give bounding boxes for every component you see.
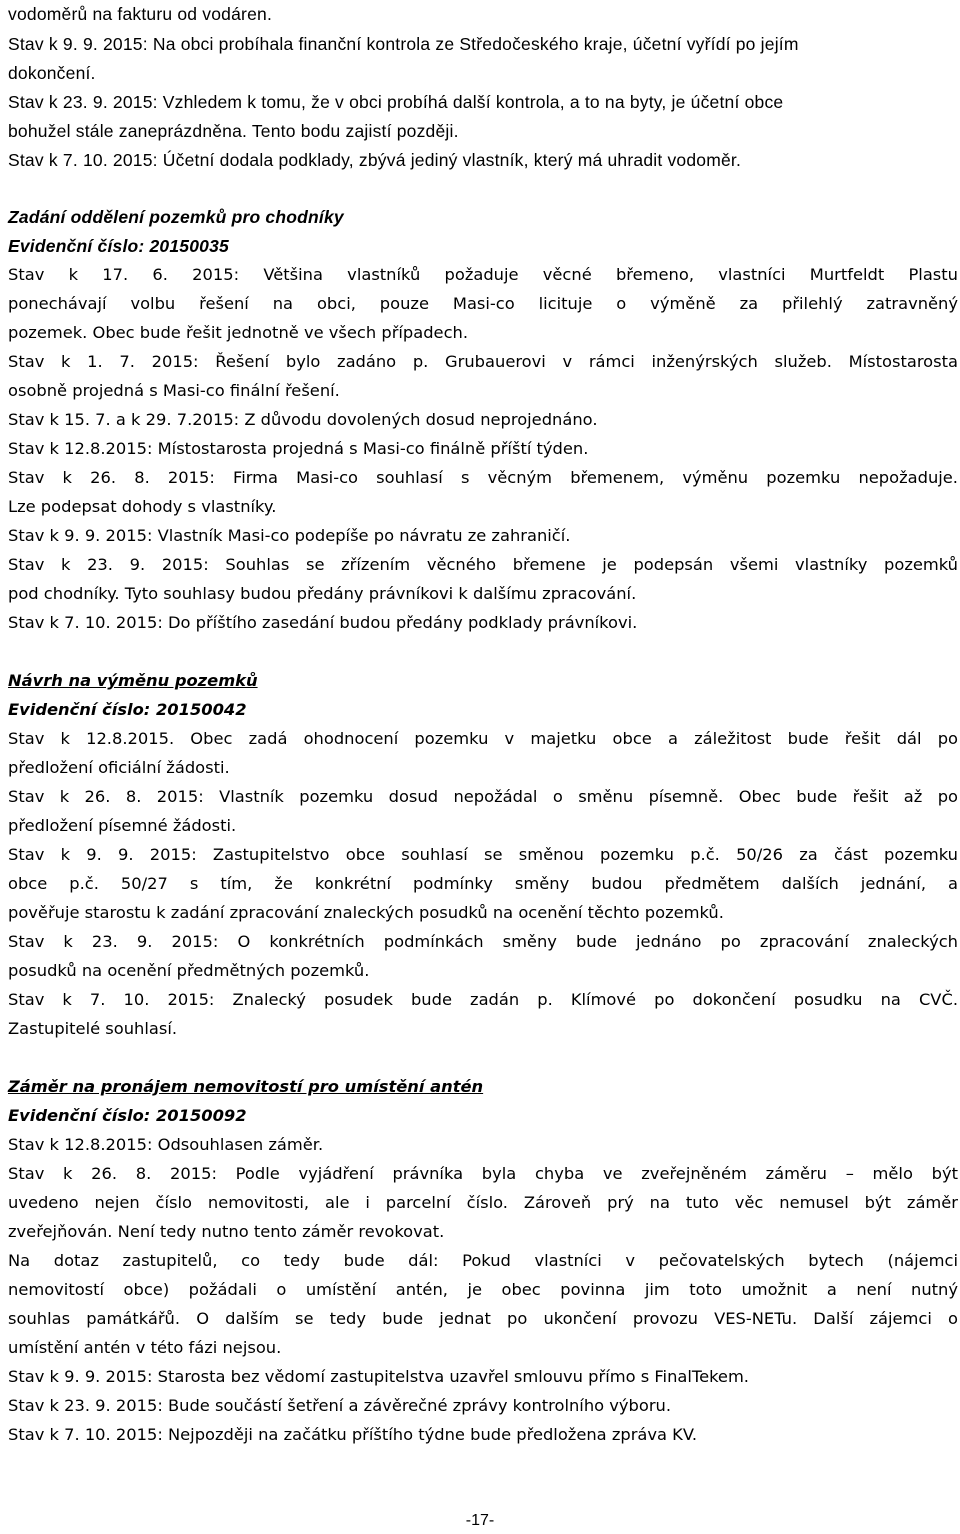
intro-line: Stav k 9. 9. 2015: Na obci probíhala finanční kontrola ze Středočeského kraje, účetní vyřídí po jejím <box>8 34 799 54</box>
status-line: Stav k 9. 9. 2015: Zastupitelstvo obce souhlasí se směnou pozemku p.č. 50/26 za část pozemku <box>8 845 958 864</box>
status-line: ponechávají volbu řešení na obci, pouze Masi-co licituje o výměně za přilehlý zatravněný <box>8 294 958 313</box>
status-line: Stav k 9. 9. 2015: Vlastník Masi-co podepíše po návratu ze zahraničí. <box>8 526 571 545</box>
status-line: Stav k 12.8.2015. Obec zadá ohodnocení pozemku v majetku obce a záležitost bude řešit dál po <box>8 729 958 748</box>
status-line: Stav k 17. 6. 2015: Většina vlastníků požaduje věcné břemeno, vlastníci Murtfeldt Plastu <box>8 265 958 284</box>
intro-line: Stav k 7. 10. 2015: Účetní dodala podklady, zbývá jediný vlastník, který má uhradit vodoměr. <box>8 150 742 170</box>
evidence-number: Evidenční číslo: 20150042 <box>8 700 247 719</box>
section-title: Záměr na pronájem nemovitostí pro umístění antén <box>8 1077 484 1096</box>
section-title: Zadání oddělení pozemků pro chodníky <box>8 207 344 227</box>
intro-line: Stav k 23. 9. 2015: Vzhledem k tomu, že v obci probíhá další kontrola, a to na byty, je účetní obce <box>8 92 784 112</box>
evidence-number: Evidenční číslo: 20150092 <box>8 1106 247 1125</box>
section-title: Návrh na výměnu pozemků <box>8 671 258 690</box>
status-line: Stav k 26. 8. 2015: Podle vyjádření právníka byla chyba ve zveřejněném záměru – mělo být <box>8 1164 958 1183</box>
status-line: Stav k 7. 10. 2015: Znalecký posudek bude zadán p. Klímové po dokončení posudku na CVČ. <box>8 990 958 1009</box>
status-line: Stav k 12.8.2015: Místostarosta projedná s Masi-co finálně příští týden. <box>8 439 589 458</box>
status-line: uvedeno nejen číslo nemovitosti, ale i parcelní číslo. Zároveň prý na tuto věc nemusel být záměr <box>8 1193 958 1212</box>
status-line: Stav k 9. 9. 2015: Starosta bez vědomí zastupitelstva uzavřel smlouvu přímo s FinalTekem. <box>8 1367 749 1386</box>
page-number: -17- <box>465 1512 495 1529</box>
status-line: pod chodníky. Tyto souhlasy budou předány právníkovi k dalšímu zpracování. <box>8 584 637 603</box>
status-line: pozemek. Obec bude řešit jednotně ve všech případech. <box>8 323 469 342</box>
status-line: předložení oficiální žádosti. <box>8 758 230 777</box>
status-line: obce p.č. 50/27 s tím, že konkrétní podmínky směny budou předmětem dalších jednání, a <box>8 874 958 893</box>
status-line: Stav k 26. 8. 2015: Vlastník pozemku dosud nepožádal o směnu písemně. Obec bude řešit až po <box>8 787 958 806</box>
evidence-number: Evidenční číslo: 20150035 <box>8 236 229 256</box>
status-line: Zastupitelé souhlasí. <box>8 1019 178 1038</box>
status-line: souhlas památkářů. O dalším se tedy bude jednat po ukončení provozu VES-NETu. Další zájemci o <box>8 1309 958 1328</box>
status-line: nemovitostí obce) požádali o umístění antén, je obec povinna jim toto umožnit a není nutný <box>8 1280 958 1299</box>
status-line: umístění antén v této fázi nejsou. <box>8 1338 282 1357</box>
status-line: Stav k 23. 9. 2015: Souhlas se zřízením věcného břemene je podepsán všemi vlastníky pozemků <box>8 555 958 574</box>
status-line: osobně projedná s Masi-co finální řešení. <box>8 381 340 400</box>
status-line: Stav k 15. 7. a k 29. 7.2015: Z důvodu dovolených dosud neprojednáno. <box>8 410 598 429</box>
status-line: Stav k 26. 8. 2015: Firma Masi-co souhlasí s věcným břemenem, výměnu pozemku nepožaduje. <box>8 468 958 487</box>
status-line: předložení písemné žádosti. <box>8 816 237 835</box>
status-line: Na dotaz zastupitelů, co tedy bude dál: Pokud vlastníci v pečovatelských bytech (nájemci <box>8 1251 958 1270</box>
status-line: Stav k 1. 7. 2015: Řešení bylo zadáno p. Grubauerovi v rámci inženýrských služeb. Místostarosta <box>8 352 958 371</box>
status-line: Stav k 23. 9. 2015: Bude součástí šetření a závěrečné zprávy kontrolního výboru. <box>8 1396 672 1415</box>
status-line: Stav k 23. 9. 2015: O konkrétních podmínkách směny bude jednáno po zpracování znaleckých <box>8 932 958 951</box>
status-line: pověřuje starostu k zadání zpracování znaleckých posudků na ocenění těchto pozemků. <box>8 903 724 922</box>
status-line: zveřejňován. Není tedy nutno tento záměr revokovat. <box>8 1222 445 1241</box>
intro-line: vodoměrů na fakturu od vodáren. <box>8 4 273 24</box>
status-line: posudků na ocenění předmětných pozemků. <box>8 961 370 980</box>
intro-line: dokončení. <box>8 63 96 83</box>
status-line: Stav k 12.8.2015: Odsouhlasen záměr. <box>8 1135 324 1154</box>
status-line: Lze podepsat dohody s vlastníky. <box>8 497 277 516</box>
status-line: Stav k 7. 10. 2015: Do příštího zasedání budou předány podklady právníkovi. <box>8 613 638 632</box>
intro-line: bohužel stále zaneprázdněna. Tento bodu zajistí později. <box>8 121 459 141</box>
status-line: Stav k 7. 10. 2015: Nejpozději na začátku příštího týdne bude předložena zpráva KV. <box>8 1425 698 1444</box>
